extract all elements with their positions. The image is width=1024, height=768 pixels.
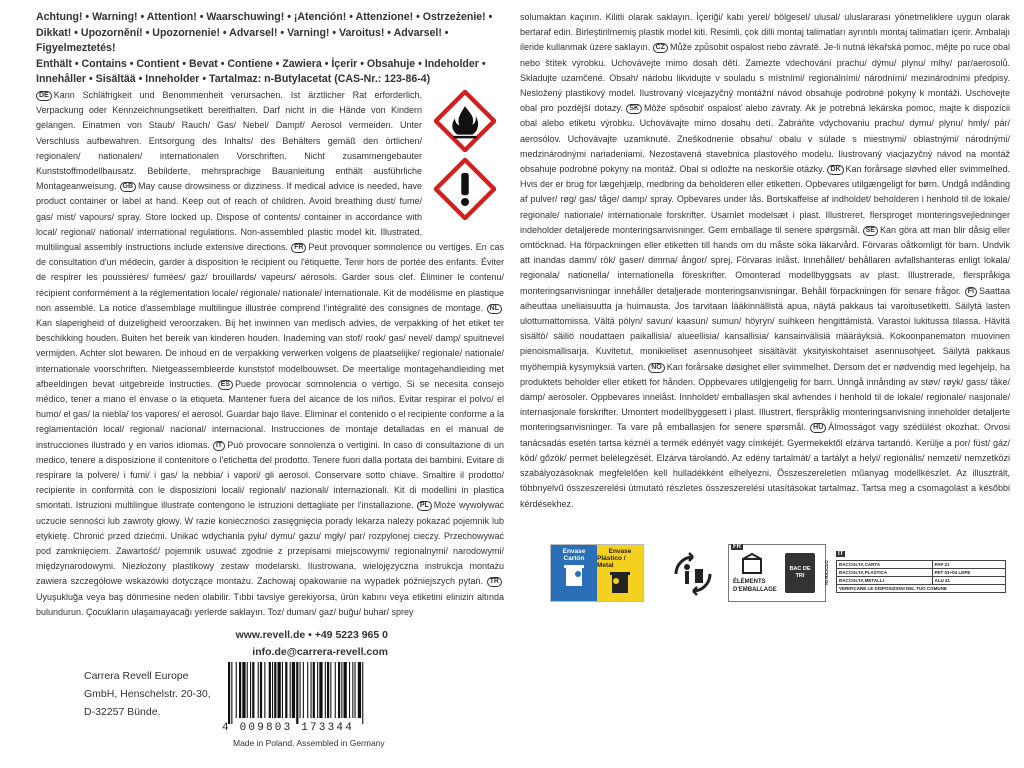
warning-line-1: Achtung! • Warning! • Attention! • Waarschuwing! • ¡Atención! • Attenzione! • Ostrzeżenie! • (36, 11, 493, 23)
barcode-bar (330, 662, 331, 718)
barcode-bar (307, 662, 308, 718)
lang-block-de: DE Kann Schläfrigkeit und Benommenheit verursachen. Ist ärztlicher Rat erforderlich, Verpackung oder Kennzeichnungsetikett bereithalten. Darf nicht in die Hände von Kindern gelangen. Einatmen von Staub/ Rauch/ Gas/ Nebel/ Dampf/ Aerosol vermeiden. Unter Verschluss aufbewahren. Entsorgung des Inhalts/ des Behälters gemäß den örtlichen/ regionalen/ nationalen/ internationalen Vorschriften. Nicht zusammengebauter Kunststoffmodellbausatz. Bebilderte, mehrsprachige Bauanleitung enthält ausführliche Montageanweisung. (36, 89, 422, 192)
lang-badge-gb: GB (120, 182, 137, 192)
right-body-text (520, 10, 1010, 512)
left-column (36, 10, 504, 620)
barcode-digits: 4 009803 173344 (222, 722, 355, 734)
barcode-bar (335, 662, 336, 718)
barcode-bar (292, 662, 295, 718)
recycling-bin-yellow-icon (608, 569, 632, 595)
barcode-bar (282, 662, 283, 718)
lang-block-no: NO Kan forårsake døsighet eller svimmelhet. Dersom det er nødvendig med legehjelp, ha produktets beholder eller etikett for hånden. Oppbevares utilgjengelig for barn. Unngå innånding av støv/ røyk/ gass/ tåke/ damp/ aerosoler. Oppbevares innelåst. Innholdet/ emballasjen skal avhendes i henhold til de lokale/ regionale/ nasjonale/ internasjonale forskrifter. Umontert modellbyggesett i plast. Illustrert, flerspråklig monteringsanvisning inneholder detaljerte monteringsanvisninger. Ta vare på emballasjen for senere spørsmål. (520, 361, 1010, 433)
lang-badge-it: IT (213, 441, 225, 451)
table-row: RACCOLTA METALLI ALU 41 (837, 577, 1006, 585)
barcode-bar (296, 662, 298, 724)
company-address (84, 667, 244, 721)
lang-block-pl: PL Może wywoływać uczucie senności lub zawroty głowy. W razie konieczności zasięgnięcia porady lekarza należy pokazać pojemnik lub etykietę. Chronić przed dziećmi. Unikać wdychania pyłu/ dymu/ gazu/ mgły/ par/ rozpylonej cieczy. Przechowywać pod zamknięciem. Zawartość/ pojemnik usuwać zgodnie z przepisami miejscowymi/ regionalnymi/ narodowymi/ międzynarodowymi. Niezłożony plastikowy zestaw modelarski. Ilustrowana, wielojęzyczna instrukcja montażu zawiera szczegółowe wskazówki dotyczące montażu. Zachowaj opakowanie na wypadek późniejszych pytań. (36, 500, 504, 587)
lang-badge-de: DE (36, 91, 52, 101)
lang-badge-hu: HU (810, 423, 826, 433)
barcode-bar (325, 662, 326, 718)
lang-block-it: IT Può provocare sonnolenza o vertigini. In caso di consultazione di un medico, tenere a disposizione il contenitore o l'etichetta del prodotto. Tenere fuori dalla portata dei bambini. Evitare di respirare la polvere/ i fumi/ i gas/ la nebbia/ i vapori/ gli aerosol. Conservare sotto chiave. Smaltire il prodotto/ recipiente in conformità con le disposizioni locali/ regionali/ nazionali/ internazionali. Kit di modellini in plastica smontati. Istruzioni multilingue illustrate contengono le istruzioni dettagliate per l'installazione. (36, 439, 504, 511)
barcode-bar (349, 662, 350, 718)
lang-block-fi: FI Saattaa aiheuttaa uneliaisuutta ja huimausta. Jos tarvitaan lääkinnällistä apua, näytä pakkaus tai varoitusetiketti. Säilytä lasten ulottumattomissa. Vältä pölyn/ savun/ kaasun/ sumun/ höyryn/ suihkeen hengittämistä. Varastoi lukitussa tilassa. Hävitä sisältö/ säiliö noudattaen paikallisia/ alueellisia/ kansallisia/ kansainvälisiä määräyksiä. Kokoonpanematon muovinen pienoismallisarja. Kuvitetut, monikieliset asennusohjeet sisältävät yksityiskohtaiset asennusohjeet. Säilytä pakkaus myöhempiä kysymyksiä varten. (520, 285, 1010, 372)
lang-badge-fr: FR (291, 243, 306, 253)
lang-block-hu: HU Álmosságot vagy szédülést okozhat. Orvosi tanácsadás esetén tartsa kéznél a termék edényét vagy címkéjét. Gyermekektől elzárva tartandó. Kerülje a por/ füst/ gáz/ köd/ gőzök/ permet belélegzését. Elzárva tárolandó. Az edény tartalmát/ a tartályt a helyi/ regionális/ nemzeti/ nemzetközi szabályozásoknak megfelelően kell hulladékként elhelyezni. Összeszereletlen műanyag modellkészlet. Az illusztrált, többnyelvű összeszerelési útmutató részletes összeszerelési utasításokat tartalmaz. Tartsa meg a csomagolást a későbbi kérdésekhez. (520, 422, 1010, 509)
company-line-2: GmbH, Henschelstr. 20-30, (84, 688, 211, 700)
barcode-bar (258, 662, 259, 718)
flammable-icon (434, 90, 496, 152)
barcode-bar (352, 662, 353, 718)
barcode-bar (260, 662, 262, 718)
it-side-label: IO RICICLO (823, 560, 829, 585)
lang-badge-nl: NL (487, 304, 502, 314)
barcode-bar (269, 662, 271, 718)
barcode-bar (228, 662, 230, 724)
lang-badge-fi: FI (965, 287, 977, 297)
lang-block-es: ES Puede provocar somnolencia o vértigo. Si se necesita consejo médico, tener a mano el envase o la etiqueta. Mantener fuera del alcance de los niños. Evitar respirar el polvo/ el humo/ el gas/ la niebla/ los vapores/ el aerosol. Guardar bajo llave. Eliminar el contenido o el recipiente conforme a la reglamentación local/ regional/ nacional/ internacional. Instrucciones de montaje detalladas en el manual de instrucciones ilustrado y en varios idiomas. (36, 378, 504, 450)
lang-badge-dk: DK (827, 165, 843, 175)
table-row: RACCOLTA CARTA PAP 21 (837, 561, 1006, 569)
barcode-bar (313, 662, 315, 718)
lang-block-nl: NLKan slaperigheid of duizeligheid veroorzaken. Bij het inwinnen van medisch advies, de verpakking of het etiket ter beschikking houden. Buiten het bereik van kinderen houden. Inademing van stof/ rook/ gas/ nevel/ damp/ spuitnevel vermijden. Achter slot bewaren. De inhoud en de verpakking verwerken volgens de plaatselijke/ regionale/ nationale/ internationale voorschriften. Nietgeassembleerde kunststof modelbouwset. De meertalige montagehandleiding met afbeeldingen bevat uitgebreide instructies. (36, 304, 504, 389)
barcode-bar (231, 662, 232, 724)
barcode-bar (285, 662, 287, 718)
barcode-bar (274, 662, 276, 718)
envase-recycling-logo (550, 544, 644, 602)
lang-block-se: SE Kan göra att man blir dåsig eller omtöcknad. Ha förpackningen eller etiketten till hands om du måste söka läkarvård. Förvaras oåtkomligt för barn. Undvik att inandas damm/ rök/ gaser/ dimma/ ångor/ sprej. Förvaras inlåst. Innehållet/ behållaren avfallshanteras enligt lokala/ regionala/ nationella/ internationella föreskrifter. Omonterad modellbyggsats av plast. Illustrerade, flerspråkiga monteringsanvisningar innehåller detaljerade monteringsanvisningar. Behåll förpackningen för senare frågor. (520, 224, 1010, 296)
barcode-bar (264, 662, 265, 718)
exclamation-icon (434, 158, 496, 220)
fr-label-1: ÉLÉMENTS (733, 579, 766, 585)
website-phone: www.revell.de • +49 5223 965 0 (235, 629, 388, 641)
barcode-bar (303, 662, 304, 718)
recycling-icons (550, 544, 1010, 614)
barcode-bar (327, 662, 329, 718)
lang-block-tr: TRUyuşukluğa veya baş dönmesine neden olabilir. Tıbbi tavsiye gerekiyorsa, ürün kabını veya etiketini elinizin altında bulundurun. Çocukların ulaşamayacağı yerlerde saklayın. Toz/ duman/ gaz/ buğu/ buhar/ sprey (36, 578, 504, 617)
it-tag: IT (838, 551, 844, 557)
contents-line-2: Innehåller • Sisältää • Inneholder • Tartalmaz: n-Butylacetat (CAS-Nr.: 123-86-4) (36, 73, 431, 86)
barcode-bar (362, 662, 363, 724)
envase-plastico-box: Envase Plástico / Metal (597, 545, 643, 601)
barcode-bar (358, 662, 361, 718)
lang-badge-pl: PL (417, 501, 432, 511)
lang-block-gb: GB May cause drowsiness or dizziness. If medical advice is needed, have product container or label at hand. Keep out of reach of children. Avoid breathing dust/ fume/ gas/ mist/ vapours/ spray. Store locked up. Dispose of contents/ container in accordance with local/ regional/ national/ international regulations. Non-assembled plastic model kit. Illustrated, multilingual assembly instructions include extensive directions. (36, 181, 422, 252)
recycling-bin-blue-icon (562, 562, 586, 588)
it-recycling-table (823, 542, 1006, 593)
lang-badge-no: NO (648, 363, 665, 373)
barcode-bar (300, 662, 301, 718)
packaging-icon (741, 553, 763, 575)
email-address: info.de@carrera-revell.com (252, 646, 388, 658)
barcode-bar (247, 662, 248, 718)
barcode-bar (278, 662, 281, 718)
barcode-bar (355, 662, 356, 718)
barcode-bar (239, 662, 241, 718)
barcode-bar (311, 662, 312, 718)
lang-block-tr-cont: solumaktan kaçının. Kilitli olarak saklayın. İçeriği/ kabı yerel/ bölgesel/ ulusal/ uluslararası yönetmeliklere uygun olarak bertaraf edin. Birleştirilmemiş plastik model kiti. Resimli, çok dilli montaj talimatları ayrıntılı montaj talimatları içerir. Ambalajı ileride kullanmak üzere saklayın. (520, 12, 1010, 53)
it-table-grid (836, 560, 1006, 593)
barcode-bar (236, 662, 237, 718)
lang-badge-se: SE (863, 226, 878, 236)
barcode-bar (319, 662, 322, 718)
fr-bin-icon: BAC DE TRI (785, 553, 815, 593)
lang-badge-cz: CZ (653, 43, 668, 53)
lang-block-fr: FR Peut provoquer somnolence ou vertiges. En cas de consultation d'un médecin, garder à disposition le récipient ou l'étiquette. Tenir hors de portée des enfants. Éviter de respirer les poussières/ fumées/ gaz/ brouillards/ vapeurs/ aérosols. Garder sous clef. Éliminer le contenu/ récipient conformément à la réglementation locale/ régionale/ nationale/ internationale. Kit de modélisme en plastique non assemblé. La notice d'assemblage multilingue illustrée comprend l'intégralité des consignes de montage. (36, 242, 504, 313)
barcode-bar (272, 662, 273, 718)
fr-sorting-info (728, 544, 826, 602)
lang-badge-tr: TR (487, 577, 502, 587)
barcode-bar (341, 662, 342, 718)
lang-block-dk: DK Kan forårsage sløvhed eller svimmelhed. Hvis der er brug for lægehjælp, medbring da beholderen eller etiketten. Opbevares utilgængeligt for børn. Undgå indånding af pulver/ røg/ gas/ tåge/ damp/ spray. Opbevares under lås. Bortskaffelse af indholdet/ beholderen i henhold til de lokale/ regionale/ nationale/ internationale forskrifter. Usamlet modelsæt i plast. Illustreret, flersproget monteringsvejledninger indeholder detaljerede monteringsanvisninger. Gem emballage til senere spørgsmål. (520, 164, 1010, 235)
triman-icon (670, 550, 716, 598)
company-line-3: D-32257 Bünde. (84, 706, 161, 718)
barcode-bar (338, 662, 340, 718)
right-column (520, 10, 1010, 512)
hazard-pictograms (426, 90, 504, 226)
barcode-bar (242, 662, 245, 718)
barcode-bar (290, 662, 291, 718)
lang-badge-sk: SK (626, 104, 642, 114)
company-line-1: Carrera Revell Europe (84, 670, 189, 682)
ean-barcode (226, 662, 408, 724)
contents-line-1: Enthält • Contains • Contient • Bevat • Contiene • Zawiera • İçerir • Obsahuje • Indeholder • (36, 57, 486, 70)
lang-block-cz: CZ Může způsobit ospalost nebo závratě. Je-li nutná lékařská pomoc, mějte po ruce obal nebo štítek výrobku. Uchovávejte mimo dosah dětí. Zamezte vdechování prachu/ dýmu/ plynu/ mlhy/ par/aerosolů. Skladujte uzamčené. Obsah/ nádobu likvidujte v souladu s místními/ regionálními/ národními/ mezinárodními předpisy. Nesložený plastikový model. Ilustrovaný vícejazyčný montážní návod obsahuje podrobné pokyny k montáži. Uschovejte obal pro pozdější dotazy. (520, 42, 1010, 114)
made-in-text: Made in Poland. Assembled in Germany (233, 738, 385, 748)
fr-label-2: D'EMBALLAGE (733, 587, 777, 593)
lang-badge-es: ES (218, 380, 233, 390)
table-row: VERIFICARE LE DISPOSIZIONI DEL TUO COMUNE (837, 585, 1006, 593)
lang-block-sk: SK Môže spôsobiť ospalosť alebo závraty. Ak je potrebná lekárska pomoc, majte k dispozícii obal alebo etiketu výrobku. Uchovávajte mimo dosahu detí. Zabráňte vdychovaniu prachu/ dymu/ plynu/ hmly/ pár/ aerosólov. Uchovávajte uzamknuté. Zneškodnenie obsahu/ obalu v súlade s miestnymi/ oblastnými/ národnými/ medzinárodnými nariadeniami. Nezostavená stavebnica plastového modelu. Ilustrovaný viacjazyčný návod na montáž obsahuje podrobné pokyny na montáž. Obal si odložte na neskoršie otázky. (520, 103, 1010, 175)
barcode-bar (344, 662, 347, 718)
envase-carton-box: Envase Cartón (551, 545, 597, 601)
warning-line-2: Dikkat! • Upozornění! • Upozornenie! • Advarsel! • Varning! • Varoitus! • Advarsel! • Figyelmeztetés! (36, 26, 449, 55)
fr-tag: FR (733, 544, 741, 550)
table-row: RACCOLTA PLASTICA PET 01+04 LDPE (837, 569, 1006, 577)
barcode-bar (317, 662, 318, 718)
barcode-bar (250, 662, 251, 718)
contact-info (232, 627, 388, 661)
barcode-bar (252, 662, 254, 718)
